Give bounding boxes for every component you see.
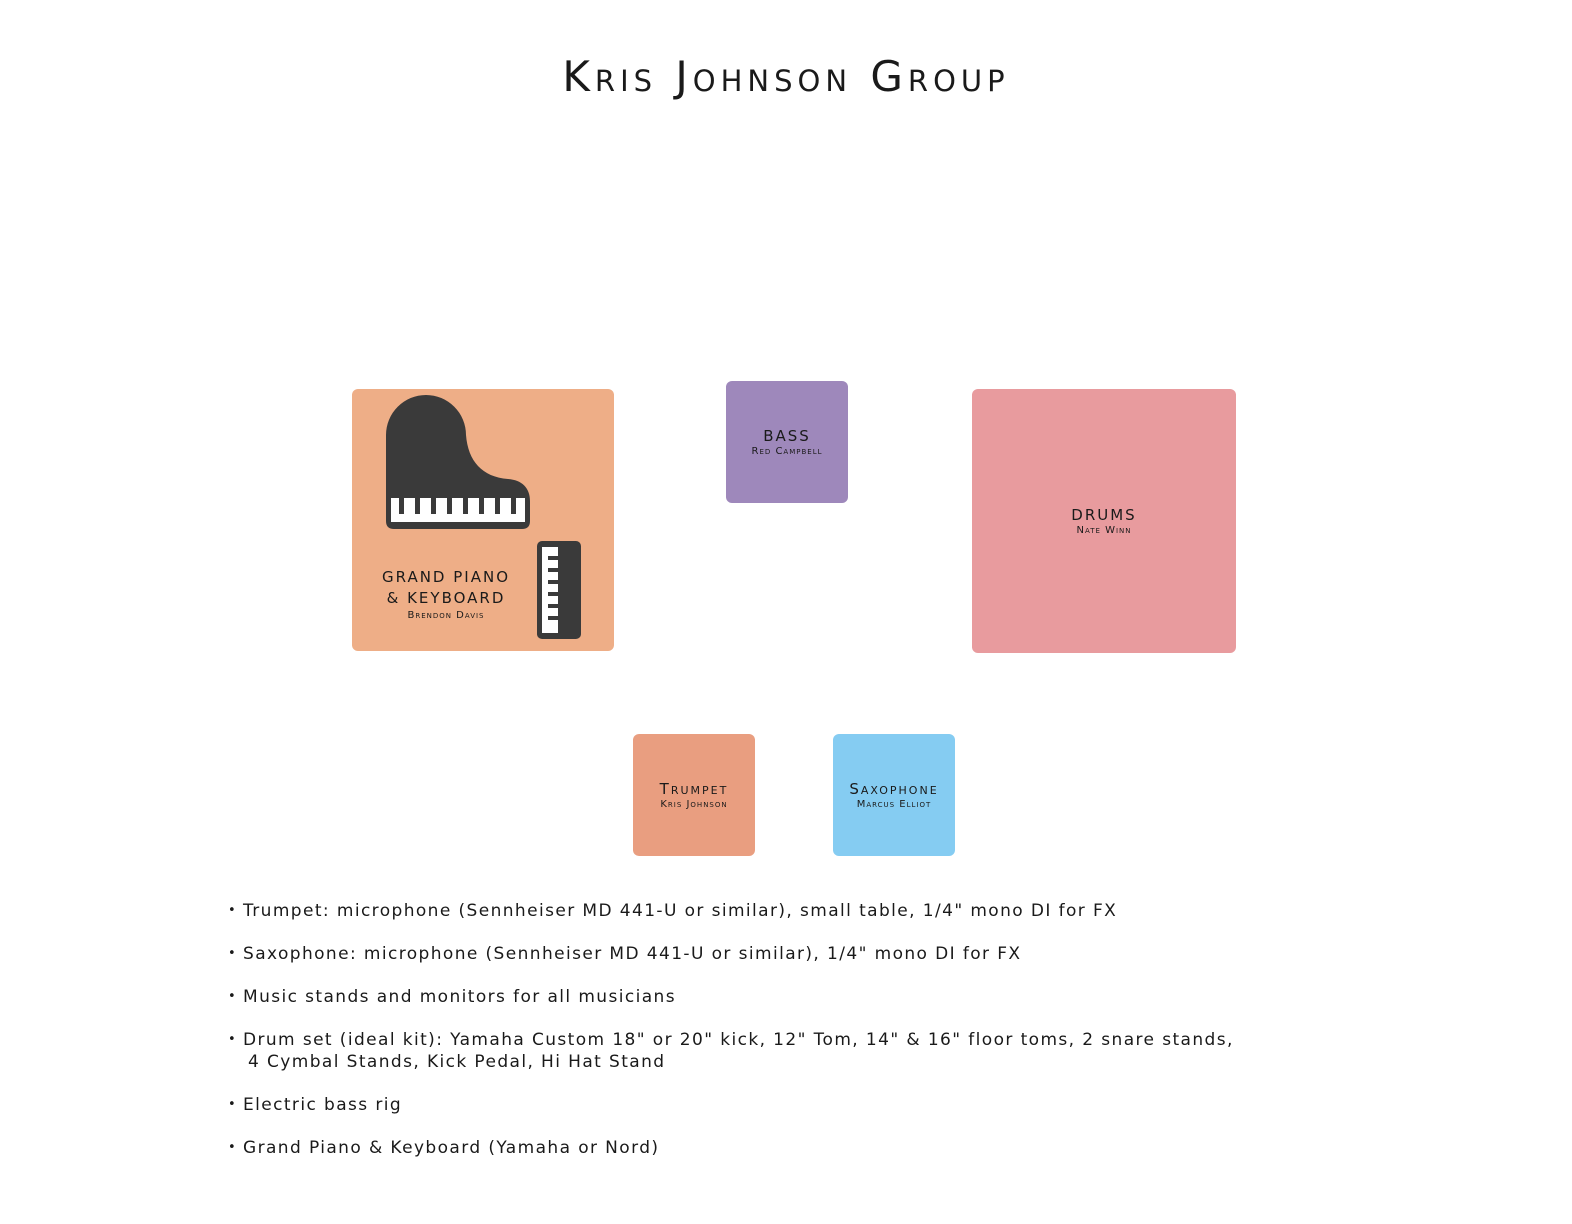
bass-player: Red Campbell bbox=[751, 446, 823, 458]
list-item: • Trumpet: microphone (Sennheiser MD 441-U or similar), small table, 1/4" mono DI for FX bbox=[228, 900, 1348, 922]
piano-instrument-line1: GRAND PIANO bbox=[382, 568, 510, 586]
list-item bbox=[228, 1029, 1348, 1073]
piano-keyboard-station bbox=[352, 389, 614, 651]
drums-station bbox=[972, 389, 1236, 653]
equipment-requirements-list bbox=[228, 900, 1348, 1180]
page-title: Kris Johnson Group bbox=[562, 52, 1010, 101]
piano-player: Brendon Davis bbox=[407, 610, 485, 621]
list-item-line: Drum set (ideal kit): Yamaha Custom 18" or 20" kick, 12" Tom, 14" & 16" floor toms, 2 snare stands, bbox=[243, 1030, 1234, 1050]
list-item: • Music stands and monitors for all musicians bbox=[228, 986, 1348, 1008]
list-item: • Saxophone: microphone (Sennheiser MD 441-U or similar), 1/4" mono DI for FX bbox=[228, 943, 1348, 965]
trumpet-station bbox=[633, 734, 755, 856]
bass-instrument: BASS bbox=[763, 426, 811, 445]
drums-instrument: DRUMS bbox=[1071, 505, 1137, 524]
list-item-line: 4 Cymbal Stands, Kick Pedal, Hi Hat Stand bbox=[248, 1052, 666, 1072]
saxophone-instrument: Saxophone bbox=[849, 779, 939, 798]
bass-station bbox=[726, 381, 848, 503]
piano-label bbox=[366, 567, 526, 621]
saxophone-station bbox=[833, 734, 955, 856]
trumpet-player: Kris Johnson bbox=[660, 799, 728, 811]
trumpet-instrument: Trumpet bbox=[659, 779, 729, 798]
drums-player: Nate Winn bbox=[1076, 525, 1132, 537]
keyboard-icon bbox=[537, 541, 581, 639]
piano-instrument-line2: & KEYBOARD bbox=[386, 589, 506, 607]
saxophone-player: Marcus Elliot bbox=[856, 799, 932, 811]
list-item: • Grand Piano & Keyboard (Yamaha or Nord) bbox=[228, 1137, 1348, 1159]
grand-piano-icon bbox=[386, 395, 532, 531]
list-item: • Electric bass rig bbox=[228, 1094, 1348, 1116]
